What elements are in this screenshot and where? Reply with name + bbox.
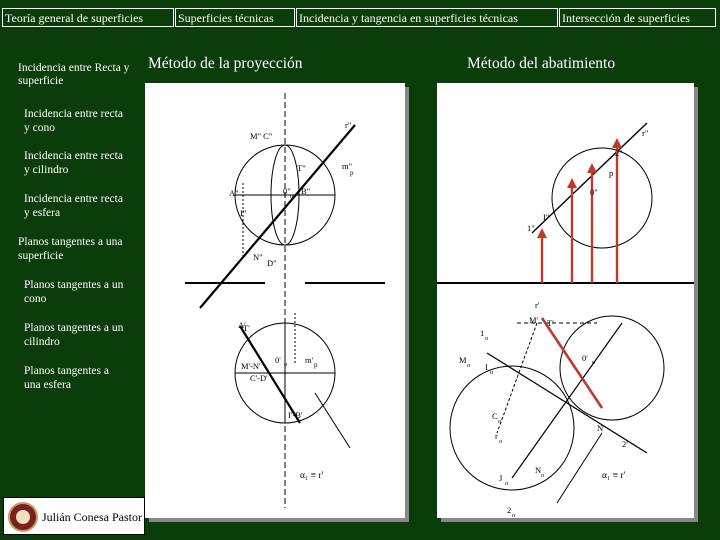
label-a1: A' [238, 320, 246, 330]
label-t2: T" [297, 163, 306, 173]
sidebar-item-recta-cono[interactable]: Incidencia entre recta y cono [24, 108, 123, 134]
tab-superficies-tecnicas[interactable]: Superficies técnicas [175, 8, 295, 27]
label-one-o-sub: o [485, 335, 489, 342]
sidebar-item-planos-superficie[interactable]: Planos tangentes a una superficie [18, 236, 123, 262]
label-o2: 0" [283, 186, 291, 196]
label-d2: D" [267, 258, 277, 268]
label-io-sub: o [490, 369, 494, 376]
label-jo-sub: o [505, 480, 509, 487]
sidebar-item-planos-esfera[interactable]: Planos tangentes a una esfera [24, 365, 109, 391]
label-p2sub: p [350, 169, 354, 177]
author-badge [3, 497, 145, 535]
label-o1-right: 0' [582, 353, 588, 363]
projection-diagram [145, 83, 405, 518]
label-no1: N' [597, 423, 605, 433]
label-o1: 0' [275, 355, 281, 365]
label-ib1: I'-B' [288, 410, 303, 420]
label-t1: T' [243, 323, 250, 333]
label-n2: N" [253, 252, 263, 262]
label-mp1: m' [305, 355, 314, 365]
label-co-sub: o [498, 418, 502, 425]
label-ro-sub: o [499, 438, 503, 445]
tab-incidencia-tangencia[interactable]: Incidencia y tangencia en superficies técnicas [296, 8, 558, 27]
label-ro: r [495, 431, 498, 441]
label-r1-right: r' [535, 300, 540, 310]
label-two1: 2' [622, 439, 628, 449]
label-p1sub: p [314, 361, 318, 369]
label-i2-right: I" [543, 212, 550, 222]
label-two-a: 2" [615, 148, 623, 158]
projection-drawing [145, 83, 405, 518]
formula-right: α₁ ≡ r' [602, 471, 626, 481]
label-io: I [485, 362, 488, 372]
label-m1-right: M' [529, 315, 539, 325]
sphere-abatted [450, 366, 574, 490]
top-navigation [0, 0, 720, 30]
label-o2-right: 0" [590, 187, 598, 197]
label-i2: I" [240, 208, 247, 218]
label-mo-sub: o [467, 362, 471, 369]
sidebar-item-recta-esfera[interactable]: Incidencia entre recta y esfera [24, 193, 123, 219]
label-one2: 1" [527, 223, 535, 233]
sidebar-item-planos-cono[interactable]: Planos tangentes a un cono [24, 279, 124, 305]
label-o1sub: o [284, 361, 288, 368]
label-o1-right-sub: o [592, 359, 596, 366]
tab-teoria-general[interactable]: Teoría general de superficies [2, 8, 174, 27]
sidebar-item-recta-cilindro[interactable]: Incidencia entre recta y cilindro [24, 150, 123, 176]
sphere-elevation-right [552, 148, 652, 248]
label-two-o-sub: o [512, 512, 516, 518]
label-mn1: M'-N' [241, 361, 261, 371]
sidebar-title: Incidencia entre Recta y superficie [18, 62, 130, 87]
right-panel-title: Método del abatimiento [467, 55, 616, 72]
label-r2-right: r" [642, 128, 649, 138]
sidebar-item-planos-cilindro[interactable]: Planos tangentes a un cilindro [24, 322, 124, 348]
label-two-o: 2 [507, 505, 512, 515]
label-m2c2: M" C" [250, 131, 273, 141]
abatement-diagram [437, 83, 694, 518]
label-one-o: 1 [480, 328, 485, 338]
label-p-right: p [609, 168, 614, 178]
left-panel-title: Método de la proyección [148, 55, 303, 72]
label-cd1: C'-D' [250, 373, 268, 383]
formula-left: α₁ ≡ r' [300, 471, 324, 481]
label-r2: r" [345, 120, 352, 130]
label-no-sub: o [541, 472, 545, 479]
abatement-drawing [437, 83, 694, 518]
label-b2: B" [301, 186, 311, 196]
line-r-plan [240, 326, 300, 423]
label-co: C [492, 411, 498, 421]
label-jo: J [499, 473, 503, 483]
label-mo: M [459, 355, 467, 365]
label-no: N [535, 465, 542, 475]
university-seal-icon [8, 502, 38, 532]
label-a2: A" [229, 188, 239, 198]
tab-interseccion[interactable]: Intersección de superficies [559, 8, 716, 27]
label-o2sub: o [290, 193, 294, 200]
label-mp2: m" [342, 161, 353, 171]
label-t1-right: T' [547, 318, 554, 328]
author-name: Julián Conesa Pastor [42, 510, 142, 524]
